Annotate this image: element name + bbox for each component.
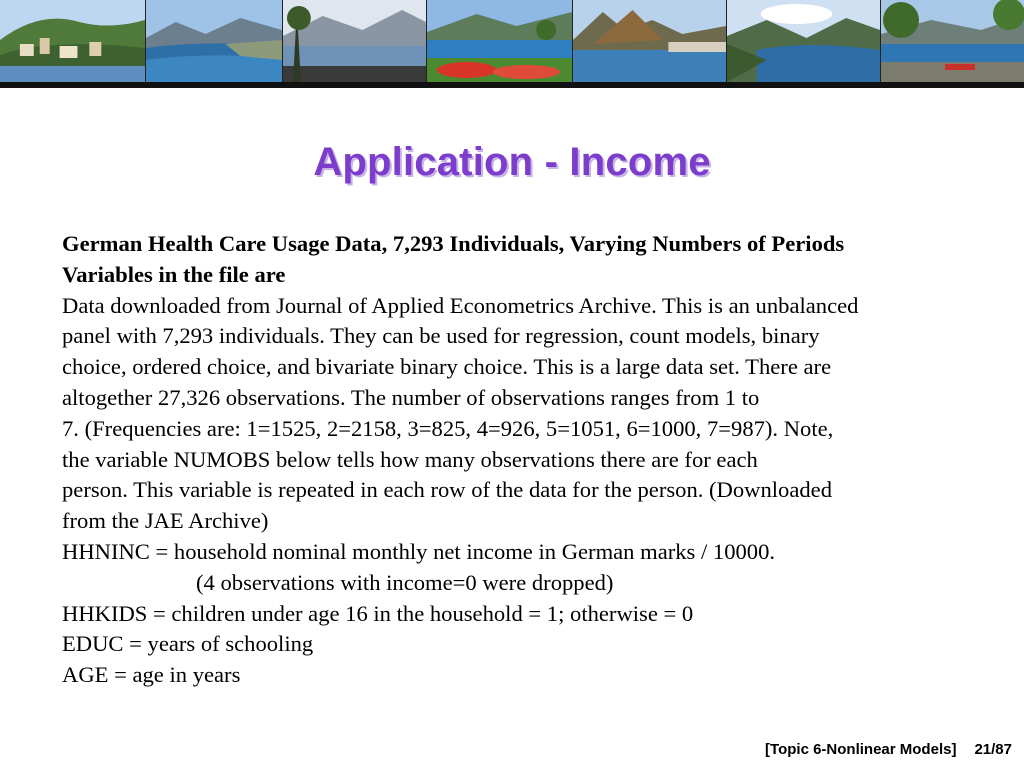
lake-valley-photo	[727, 0, 881, 82]
variable-educ: EDUC = years of schooling	[62, 631, 314, 657]
description-line: person. This variable is repeated in each row of the data for the person. (Downloaded	[62, 477, 833, 503]
variable-hhkids: HHKIDS = children under age 16 in the household = 1; otherwise = 0	[62, 600, 694, 626]
description-line: altogether 27,326 observations. The number of observations ranges from 1 to	[62, 384, 760, 410]
footer-topic: [Topic 6-Nonlinear Models]	[765, 741, 957, 758]
variable-age: AGE = age in years	[62, 662, 241, 688]
banner-divider	[0, 82, 1024, 88]
description-line: panel with 7,293 individuals. They can be used for regression, count models, binary	[62, 323, 820, 349]
lakeside-bench-photo	[881, 0, 1024, 82]
description-line: the variable NUMOBS below tells how many observations there are for each	[62, 446, 758, 472]
slide-title: Application - Income	[313, 140, 711, 184]
mountain-lake-town-photo	[573, 0, 727, 82]
variable-hhninc: HHNINC = household nominal monthly net income in German marks / 10000.	[62, 538, 776, 564]
description-line: Data downloaded from Journal of Applied Econometrics Archive. This is an unbalanced	[62, 292, 859, 318]
slide-footer	[765, 740, 1012, 760]
dataset-heading: German Health Care Usage Data, 7,293 Individuals, Varying Numbers of Periods	[62, 231, 845, 256]
flower-garden-lake-photo	[427, 0, 573, 82]
description-line: from the JAE Archive)	[62, 508, 269, 534]
photo-banner	[0, 0, 1024, 82]
slide-body	[62, 229, 982, 691]
lake-bay-photo	[146, 0, 283, 82]
description-line: 7. (Frequencies are: 1=1525, 2=2158, 3=825, 4=926, 5=1051, 6=1000, 7=987). Note,	[62, 415, 834, 441]
hillside-village-photo	[0, 0, 146, 82]
page-number: 21/87	[974, 741, 1012, 758]
variable-hhninc-note: (4 observations with income=0 were dropped)	[196, 569, 614, 595]
variables-heading: Variables in the file are	[62, 261, 286, 287]
lakeside-promenade-photo	[283, 0, 427, 82]
description-line: choice, ordered choice, and bivariate binary choice. This is a large data set. There are	[62, 354, 832, 380]
